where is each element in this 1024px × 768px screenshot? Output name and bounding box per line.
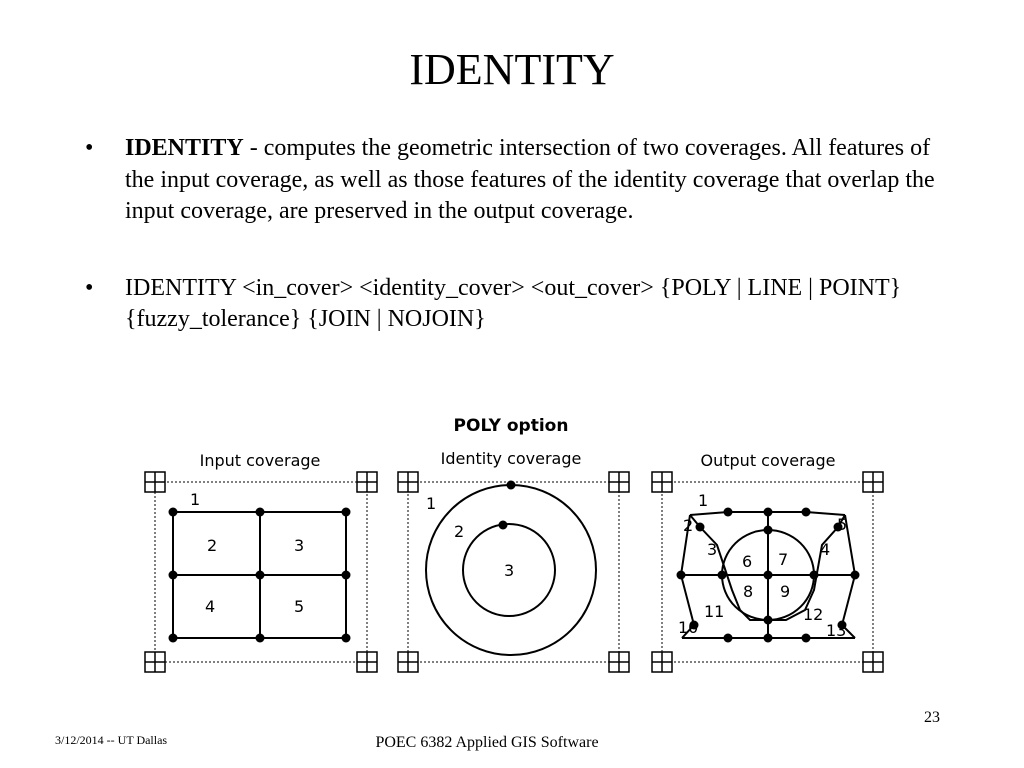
tic-mark: [145, 472, 165, 492]
bullet-marker: •: [85, 135, 94, 161]
input-coverage-panel: [145, 451, 377, 672]
identity-polygon-id: 3: [504, 561, 515, 580]
output-polygon-id: 6: [742, 552, 753, 571]
identity-polygon-id: 1: [426, 494, 437, 513]
input-polygon-id: 5: [294, 597, 305, 616]
tic-mark: [863, 472, 883, 492]
tic-mark: [863, 652, 883, 672]
output-polygon-id: 4: [820, 540, 831, 559]
output-polygon-id: 9: [780, 582, 791, 601]
input-polygon-id: 3: [294, 536, 305, 555]
tic-mark: [398, 652, 418, 672]
output-coverage-label: Output coverage: [700, 451, 836, 470]
output-polygon-id: 12: [803, 605, 824, 624]
output-polygon-id: 10: [678, 618, 699, 637]
tic-mark: [398, 472, 418, 492]
identity-coverage-panel: [398, 449, 629, 672]
tic-mark: [145, 652, 165, 672]
tic-mark: [609, 652, 629, 672]
output-polygon-id: 13: [826, 621, 847, 640]
tic-mark: [609, 472, 629, 492]
bullet-command-name: IDENTITY: [125, 135, 244, 161]
output-polygon-id: 3: [707, 540, 718, 559]
input-coverage-label: Input coverage: [199, 451, 321, 470]
tic-mark: [652, 652, 672, 672]
identity-polygon-id: 2: [454, 522, 465, 541]
output-polygon-id: 8: [743, 582, 754, 601]
output-polygon-id: 5: [837, 515, 848, 534]
page-number: 23: [924, 709, 940, 726]
footer-date: 3/12/2014 -- UT Dallas: [55, 733, 168, 747]
input-polygon-id: 2: [207, 536, 218, 555]
output-polygon-id: 7: [778, 550, 789, 569]
input-polygon-id: 1: [190, 490, 201, 509]
identity-nodes: [499, 481, 516, 530]
output-polygon-id: 1: [698, 491, 709, 510]
output-polygon-id: 11: [704, 602, 725, 621]
bullet-definition-text: - computes the geometric intersection of two coverages. All features of the input coverage, as well as those features of the identity coverage that overlap the input coverage, are preserved in the output coverage.: [125, 135, 935, 224]
output-coverage-panel: [652, 451, 883, 672]
input-polygon-id: 4: [205, 597, 216, 616]
bullet-syntax-text: IDENTITY <in_cover> <identity_cover> <out_cover> {POLY | LINE | POINT} {fuzzy_tolerance} {JOIN | NOJOIN}: [125, 274, 902, 332]
footer-course-title: POEC 6382 Applied GIS Software: [375, 734, 599, 751]
tic-mark: [652, 472, 672, 492]
output-polygon-id: 2: [683, 516, 694, 535]
tic-mark: [357, 472, 377, 492]
figure-title: POLY option: [453, 416, 569, 436]
bullet-marker: •: [85, 274, 94, 301]
slide-title: IDENTITY: [409, 45, 615, 94]
tic-mark: [357, 652, 377, 672]
identity-coverage-label: Identity coverage: [440, 449, 582, 468]
